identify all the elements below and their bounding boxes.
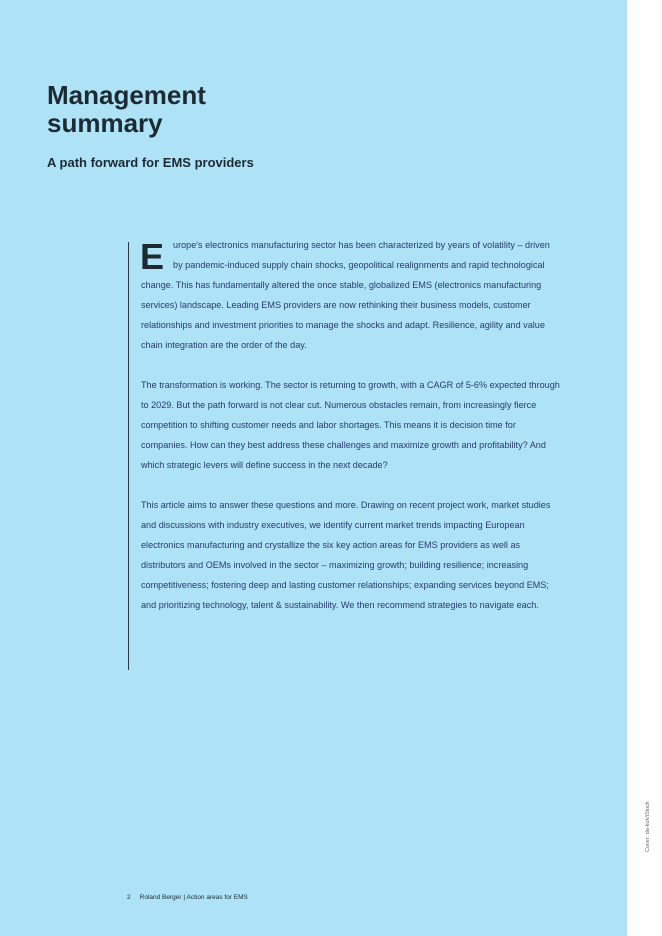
paragraph-1: [141, 235, 561, 355]
image-credit: Cover: da-kuk/iStock: [645, 801, 651, 852]
footer-text: Roland Berger | Action areas for EMS: [139, 894, 248, 901]
page-footer: [127, 894, 248, 901]
paragraph-1-text: urope's electronics manufacturing sector has been characterized by years of volatility – driven by pandemic-induced supply chain shocks, geopolitical realignments and rapid technological change. This has fundamentally altered the once stable, globalized EMS (electronics manufacturing services) landscape. Leading EMS providers are now rethinking their business models, customer relationships and investment priorities to manage the shocks and adapt. Resilience, agility and value chain integration are the order of the day.: [141, 240, 550, 350]
article-body: [141, 235, 561, 635]
paragraph-2: The transformation is working. The sector is returning to growth, with a CAGR of 5-6% expected through to 2029. But the path forward is not clear cut. Numerous obstacles remain, from increasingly fierce competition to shifting customer needs and labor shortages. This means it is decision time for companies. How can they best address these challenges and maximize growth and profitability? And which strategic levers will define success in the next decade?: [141, 380, 560, 470]
accent-rule: [128, 242, 129, 670]
page-title: Management summary: [47, 80, 206, 138]
paragraph-3: This article aims to answer these questions and more. Drawing on recent project work, market studies and discussions with industry executives, we identify current market trends impacting European electronics manufacturing and crystallize the six key action areas for EMS providers as well as distributors and OEMs involved in the sector – maximizing growth; building resilience; increasing competitiveness; fostering deep and lasting customer relationships; expanding services beyond EMS; and prioritizing technology, talent & sustainability. We then recommend strategies to navigate each.: [141, 500, 551, 610]
page-subtitle: A path forward for EMS providers: [47, 155, 254, 170]
drop-cap: E: [140, 236, 165, 277]
page-number: 2: [127, 894, 131, 901]
